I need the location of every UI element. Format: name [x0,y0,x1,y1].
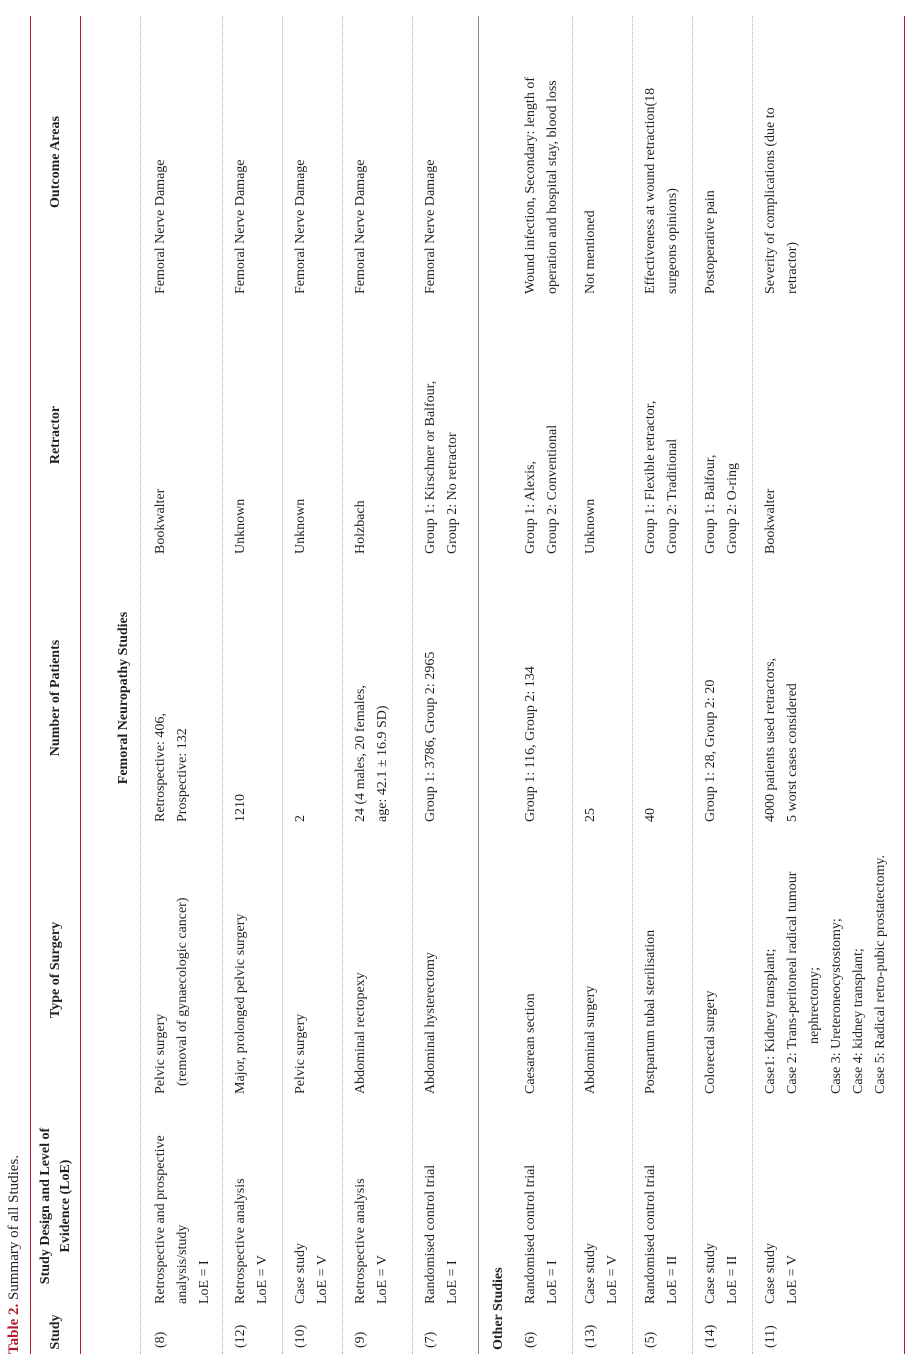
cell-line: Retrospective analysis [233,1178,248,1304]
cell-outcome [700,190,722,294]
cell-line: Unknown [233,498,248,554]
cell-outcome [640,88,684,294]
cell-line: 4000 patients used retractors, [763,657,778,822]
cell-line: Group 1: 28, Group 2: 20 [703,679,718,822]
cell-line: Case study [293,1242,308,1304]
cell-line: Pelvic surgery [293,1013,308,1094]
cell-line: LoE = I [445,1260,460,1304]
cell-patients [150,713,194,822]
table-caption [6,1155,23,1354]
cell-patients [580,808,602,822]
header-design: Study Design and Level of Evidence (LoE) [38,1127,73,1285]
cell-retractor [420,381,464,554]
cell-design [580,1243,624,1304]
cell-line: Femoral Nerve Damage [293,159,308,294]
cell-line: Colorectal surgery [703,990,718,1094]
cell-line: LoE = I [197,1260,212,1304]
cell-surgery [520,993,542,1094]
cell-design [230,1178,274,1304]
cell-retractor [640,401,684,554]
cell-outcome [150,160,172,295]
cell-line: Unknown [293,498,308,554]
cell-design [420,1165,464,1304]
cell-line: Group 1: Kirschner or Balfour, [423,380,438,554]
cell-line: LoE = II [725,1255,740,1304]
cell-line: Group 1: Flexible retractor, [643,400,658,554]
cell-line: Postpartum tubal sterilisation [643,929,658,1094]
cell-line: Group 2: O-ring [725,463,740,554]
cell-line: 2 [293,815,308,822]
cell-retractor [700,455,744,554]
cell-outcome [230,160,252,295]
cell-patients [700,680,722,822]
cell-line: Femoral Nerve Damage [423,159,438,294]
cell-line: Randomised control trial [523,1164,538,1304]
cell-line: Case study [583,1242,598,1304]
cell-study [580,1325,602,1348]
row-divider [282,16,283,1354]
cell-line: Bookwalter [763,488,778,554]
cell-line: LoE = V [605,1255,620,1304]
cell-design [350,1178,394,1304]
cell-line: Unknown [583,498,598,554]
cell-line: Pelvic surgery [153,1013,168,1094]
row-divider [692,16,693,1354]
cell-study [150,1332,172,1348]
cell-study [760,1325,782,1348]
cell-study [420,1332,442,1348]
section-divider-other [478,16,479,1354]
cell-line: 1210 [233,794,248,822]
cell-patients [640,808,662,822]
cell-retractor [150,489,172,554]
cell-line: LoE = V [255,1255,270,1304]
cell-line: (5) [643,1331,658,1348]
cell-retractor [290,499,312,554]
cell-line: LoE = V [785,1255,800,1304]
cell-line: 25 [583,808,598,822]
cell-line: Abdominal hysterectomy [423,952,438,1094]
section-other: Other Studies [491,1267,506,1350]
cell-outcome [290,160,312,295]
cell-line: Randomised control trial [423,1164,438,1304]
cell-outcome [520,77,564,294]
table-bottom-rule [904,16,905,1354]
cell-surgery [580,986,602,1094]
cell-line: Randomised control trial [643,1164,658,1304]
cell-line: Prospective: 132 [175,728,190,822]
cell-patients [350,685,394,822]
row-divider [412,16,413,1354]
cell-retractor [350,500,372,554]
cell-outcome [420,160,442,295]
row-divider [632,16,633,1354]
section-divider [140,16,141,1354]
cell-line: Holzbach [353,500,368,554]
cell-line: 5 worst cases considered [785,683,800,822]
cell-line: Group 2: Conventional [545,424,560,554]
cell-line: Abdominal rectopexy [353,972,368,1094]
cell-line: analysis/study [175,1224,190,1304]
cell-line: surgeons opinions) [665,188,680,294]
cell-line: Not mentioned [583,210,598,294]
cell-outcome [760,107,804,294]
cell-line: (9) [353,1331,368,1348]
cell-outcome [580,210,602,294]
cell-patients [290,815,312,822]
cell-surgery [230,914,252,1094]
cell-design [150,1135,216,1304]
cell-line: 24 (4 males, 20 females, [353,685,368,822]
cell-design [760,1243,804,1304]
cell-retractor [520,425,564,554]
cell-line: Femoral Nerve Damage [233,159,248,294]
cell-line: LoE = V [375,1255,390,1304]
row-divider [572,16,573,1354]
cell-patients [420,652,442,822]
cell-line: Femoral Nerve Damage [153,159,168,294]
cell-line: Postoperative pain [703,190,718,294]
cell-line: Case 3: Ureteroneocystostomy; [829,918,844,1094]
cell-line: Group 2: No retractor [445,432,460,554]
cell-retractor [580,499,602,554]
cell-line: (removal of gynaecologic cancer) [175,897,190,1086]
cell-line: Femoral Nerve Damage [353,159,368,294]
caption-label: Table 2. [6,1303,22,1354]
cell-line: Effectiveness at wound retraction(18 [643,87,658,294]
cell-retractor [230,499,252,554]
cell-study [350,1332,372,1348]
cell-line: LoE = II [665,1255,680,1304]
cell-line: (8) [153,1331,168,1348]
cell-line: (10) [293,1324,308,1348]
row-divider [752,16,753,1354]
cell-line: Severity of complications (due to [763,107,778,294]
section-femoral: Femoral Neuropathy Studies [116,611,131,785]
cell-outcome [350,160,372,295]
cell-line: (13) [583,1324,598,1348]
cell-patients [760,658,804,822]
cell-line: Case 2: Trans-peritoneal radical tumour [785,871,800,1094]
cell-line: (14) [703,1324,718,1348]
header-retractor: Retractor [48,405,63,465]
cell-surgery [420,952,442,1094]
caption-text: Summary of all Studies. [6,1154,22,1300]
cell-line: Case 5: Radical retro-pubic prostatectomy. [873,855,888,1094]
cell-line: nephrectomy; [807,967,822,1044]
cell-line: 40 [643,808,658,822]
cell-line: Case study [763,1242,778,1304]
cell-line: Group 1: 116, Group 2: 134 [523,666,538,822]
cell-line: Bookwalter [153,488,168,554]
cell-study [640,1332,662,1348]
header-study: Study [48,1314,63,1350]
cell-design [640,1165,684,1304]
cell-design [290,1243,334,1304]
cell-line: age: 42.1 ± 16.9 SD) [375,705,390,822]
cell-design [520,1165,564,1304]
cell-line: Group 2: Traditional [665,438,680,554]
row-divider [342,16,343,1354]
cell-study [230,1325,252,1348]
cell-line: Case 4: kidney transplant; [851,948,866,1094]
cell-study [290,1325,312,1348]
header-surgery: Type of Surgery [48,921,63,1019]
cell-line: Retrospective and prospective [153,1135,168,1304]
cell-study [700,1325,722,1348]
cell-patients [230,794,252,822]
cell-line: Group 1: 3786, Group 2: 2965 [423,651,438,822]
cell-line: LoE = V [315,1255,330,1304]
cell-study [520,1332,542,1348]
cell-surgery [700,990,722,1094]
cell-line: Case1: Kidney transplant; [763,948,778,1094]
header-patients: Number of Patients [48,639,63,757]
cell-line: (7) [423,1331,438,1348]
cell-line: retractor) [785,241,800,294]
cell-line: Abdominal surgery [583,985,598,1094]
cell-line: operation and hospital stay, blood loss [545,80,560,294]
cell-line: (11) [763,1325,778,1348]
cell-line: (6) [523,1331,538,1348]
cell-line: Wound infection, Secondary: length of [523,77,538,294]
cell-patients [520,666,542,822]
cell-surgery [760,855,892,1094]
cell-line: LoE = I [545,1260,560,1304]
cell-line: Retrospective: 406, [153,713,168,822]
cell-line: Group 1: Alexis, [523,461,538,554]
table-top-rule [30,16,31,1354]
cell-design [700,1243,744,1304]
cell-line: (12) [233,1324,248,1348]
header-bottom-rule [80,16,81,1354]
cell-surgery [350,972,372,1094]
header-outcome: Outcome Areas [48,116,63,208]
cell-line: Caesarean section [523,993,538,1094]
cell-line: Case study [703,1242,718,1304]
cell-line: Group 1: Balfour, [703,454,718,554]
cell-line: Retrospective analysis [353,1178,368,1304]
cell-surgery [150,897,194,1094]
cell-surgery [640,930,662,1094]
cell-line: Major, prolonged pelvic surgery [233,913,248,1094]
cell-surgery [290,1014,312,1094]
row-divider [222,16,223,1354]
cell-retractor [760,489,782,554]
